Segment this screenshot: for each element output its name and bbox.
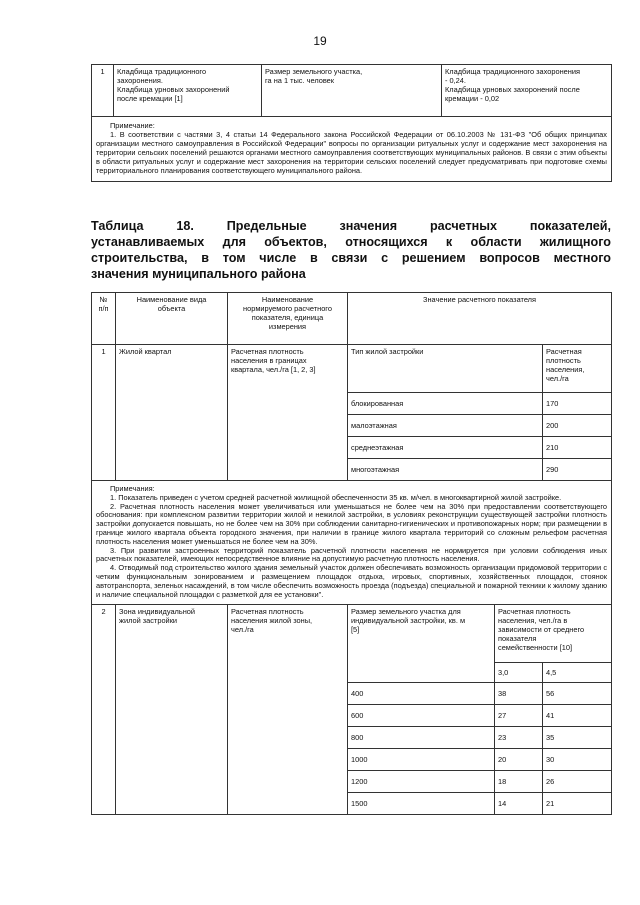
note-cell: [92, 117, 612, 182]
cemetery-table: [91, 64, 612, 182]
text-line: нормируемого расчетного: [243, 304, 332, 313]
header-object: [116, 293, 228, 345]
title-line: Таблица 18. Предельные значения расчетных показателей,: [91, 219, 611, 233]
text-line: Кладбища традиционного: [117, 67, 207, 76]
plot-size-cell: 1200: [348, 771, 495, 793]
plot-size-cell: 800: [348, 727, 495, 749]
header-row: [92, 293, 612, 345]
text-line: Размер земельного участка для: [351, 607, 461, 617]
note-title: Примечание:: [110, 121, 155, 130]
text-line: чел./га: [546, 374, 569, 383]
text-line: после кремации [1]: [117, 94, 183, 103]
value-cell: 41: [543, 705, 612, 727]
density-header: [543, 345, 612, 393]
type-header: Тип жилой застройки: [348, 345, 543, 393]
text-line: индивидуальной застройки, кв. м: [351, 616, 466, 626]
family-size-cell: 3,0: [495, 663, 543, 683]
table-title: [91, 218, 611, 282]
plot-size-header: [348, 605, 495, 683]
text-line: населения в границах: [231, 356, 307, 365]
row-number: 1: [92, 65, 114, 117]
text-line: жилой застройки: [119, 616, 178, 626]
notes-cell: [92, 481, 612, 605]
text-line: измерения: [268, 322, 307, 331]
value-cell: 170: [543, 393, 612, 415]
note-item: 4. Отводимый под строительство жилого здания земельный участок должен обеспечивать возможность организации придомовой территории с четким функциональным зонированием и размещением площадок отдыха, игровых, спортивных, хозяйственных площадок, стоянок автотранспорта, зеленых насаждений, в том числе обеспечить возможность проезда (подъезда) специальной и пожарной техники к жилому зданию и наличие специальной площадки с разметкой для ее установки".: [96, 563, 608, 599]
value-cell: 35: [543, 727, 612, 749]
text-line: п/п: [98, 304, 109, 313]
text-line: населения жилой зоны,: [231, 616, 313, 626]
indicator-cell: [262, 65, 442, 117]
text-line: Размер земельного участка,: [265, 67, 363, 76]
object-name-cell: [116, 605, 228, 815]
title-line: устанавливаемых для объектов, относящихся к области жилищного: [91, 235, 611, 249]
text-line: Кладбища урновых захоронений после: [445, 85, 580, 94]
title-line: строительства, в том числе в связи с решением вопросов местного: [91, 251, 611, 265]
plot-size-cell: 400: [348, 683, 495, 705]
plot-size-cell: 600: [348, 705, 495, 727]
text-line: Расчетная: [546, 347, 582, 356]
object-name-cell: Жилой квартал: [116, 345, 228, 481]
value-cell: 27: [495, 705, 543, 727]
value-cell: 30: [543, 749, 612, 771]
text-line: кремации - 0,02: [445, 94, 500, 103]
text-line: чел./га: [231, 625, 254, 635]
text-line: [5]: [351, 625, 360, 635]
text-line: зависимости от среднего: [498, 625, 585, 635]
value-cell: 290: [543, 459, 612, 481]
header-indicator: [228, 293, 348, 345]
text-line: Наименование: [261, 295, 314, 304]
page-number: 19: [313, 34, 327, 48]
note-item: 2. Расчетная плотность населения может увеличиваться или уменьшаться не более чем на 30% при предоставлении соответствующего обоснования: при комплексном развитии территории жилой и нежилой застройки, в условиях реконструкции существующей застройки плотность застройки допускается повышать, но не более чем на 30% при соблюдении санитарно-гигиенических и противопожарных норм; при размещении в границе жилого квартала объекта городского значения, при наличии в границе жилого квартала территорий со сложным рельефом расчетная плотность населения может уменьшаться не более чем на 30%.: [96, 501, 608, 546]
table-row: [92, 605, 612, 663]
type-cell: блокированная: [348, 393, 543, 415]
value-cell: 23: [495, 727, 543, 749]
text-line: захоронения.: [117, 76, 163, 85]
note-row: [92, 481, 612, 605]
value-cell: 26: [543, 771, 612, 793]
notes-title: Примечания:: [110, 484, 155, 493]
text-line: показателя: [498, 634, 537, 644]
header-value: Значение расчетного показателя: [348, 293, 612, 345]
header-num: [92, 293, 116, 345]
note-item: 3. При развитии застроенных территорий показатель расчетной плотности населения не нормируется при условии соблюдения иных расчетных показателей, имеющих непосредственное влияние на допустимую расчетную плотность населения.: [96, 545, 608, 564]
density-header: [495, 605, 612, 663]
housing-table: [91, 292, 612, 815]
row-number: 2: [92, 605, 116, 815]
type-cell: малоэтажная: [348, 415, 543, 437]
type-cell: среднеэтажная: [348, 437, 543, 459]
text-line: Расчетная плотность: [498, 607, 571, 617]
value-cell: 56: [543, 683, 612, 705]
indicator-cell: [228, 345, 348, 481]
table-row: [92, 345, 612, 393]
plot-size-cell: 1000: [348, 749, 495, 771]
value-cell: 20: [495, 749, 543, 771]
text-line: объекта: [157, 304, 186, 313]
text-line: №: [99, 295, 108, 304]
value-cell: 18: [495, 771, 543, 793]
row-number: 1: [92, 345, 116, 481]
value-cell: 210: [543, 437, 612, 459]
note-item: 1. Показатель приведен с учетом средней расчетной жилищной обеспеченности 35 кв. м/чел. в многоквартирной жилой застройке.: [110, 492, 562, 502]
type-cell: многоэтажная: [348, 459, 543, 481]
text-line: семейственности [10]: [498, 643, 573, 653]
text-line: Кладбища традиционного захоронения: [445, 67, 580, 76]
title-line: значения муниципального района: [91, 267, 306, 281]
table-row: [92, 65, 612, 117]
text-line: показателя, единица: [251, 313, 324, 322]
text-line: Расчетная плотность: [231, 347, 304, 356]
indicator-cell: [228, 605, 348, 815]
note-text: 1. В соответствии с частями 3, 4 статьи 14 Федерального закона Российской Федерации от 06.10.2003 № 131-ФЗ "Об общих принципах организации местного самоуправления в Российской Федерации" вопросы по организации ритуальных услуг и содержание мест захоронения на территории сельских поселений решаются органами местного самоуправления соответствующих муниципальных районов. В связи с этим объекты в области ритуальных услуг и содержание мест захоронения на территории сельских поселений следует предусматривать при подготовке схемы территориального планирования соответствующего муниципального района.: [96, 130, 607, 175]
text-line: Расчетная плотность: [231, 607, 304, 617]
text-line: Наименование вида: [136, 295, 207, 304]
text-line: - 0,24.: [445, 76, 466, 85]
value-cell: 14: [495, 793, 543, 815]
value-cell: [442, 65, 612, 117]
text-line: плотность: [546, 356, 581, 365]
text-line: населения,: [546, 365, 585, 374]
object-name-cell: [114, 65, 262, 117]
text-line: квартала, чел./га [1, 2, 3]: [231, 365, 316, 374]
text-line: га на 1 тыс. человек: [265, 76, 335, 85]
value-cell: 38: [495, 683, 543, 705]
text-line: Кладбища урновых захоронений: [117, 85, 230, 94]
plot-size-cell: 1500: [348, 793, 495, 815]
value-cell: 21: [543, 793, 612, 815]
family-size-cell: 4,5: [543, 663, 612, 683]
text-line: Зона индивидуальной: [119, 607, 196, 617]
text-line: населения, чел./га в: [498, 616, 568, 626]
note-row: [92, 117, 612, 182]
value-cell: 200: [543, 415, 612, 437]
